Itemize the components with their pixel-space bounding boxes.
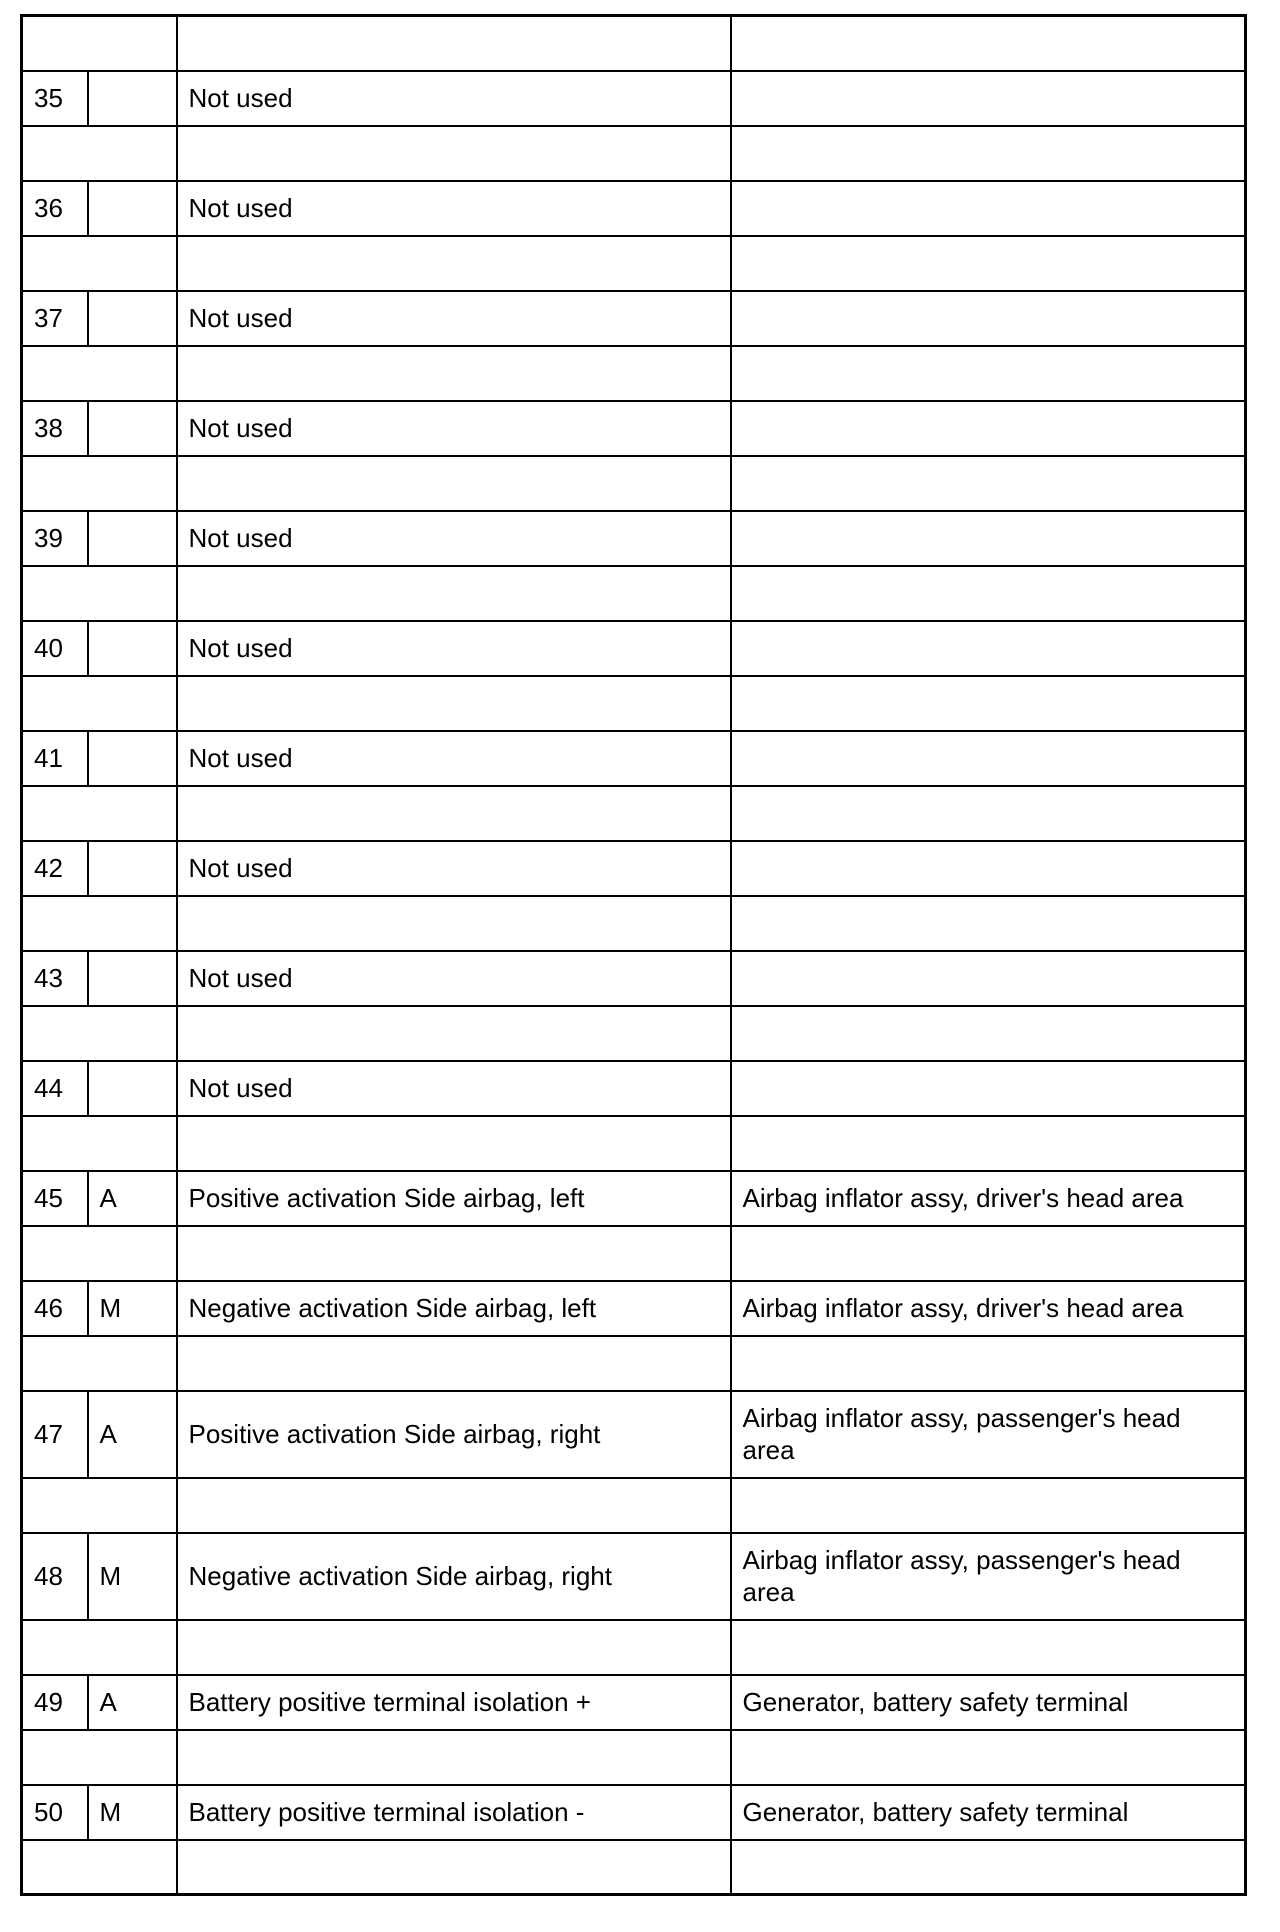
pin-connection-cell — [731, 951, 1246, 1006]
spacer-connection-cell — [731, 676, 1246, 731]
spacer-pin-cell — [22, 1116, 177, 1171]
pin-connection-cell: Airbag inflator assy, passenger's head area — [731, 1391, 1246, 1478]
pin-assignment-table — [20, 14, 1247, 1896]
table-header-row — [22, 16, 1246, 71]
spacer-description-cell — [177, 1620, 731, 1675]
pin-description-cell: Not used — [177, 731, 731, 786]
spacer-row — [22, 1840, 1246, 1895]
pin-type-cell — [88, 621, 177, 676]
pin-connection-cell — [731, 291, 1246, 346]
table-row — [22, 621, 1246, 676]
table-row — [22, 181, 1246, 236]
spacer-pin-cell — [22, 126, 177, 181]
spacer-pin-cell — [22, 1478, 177, 1533]
spacer-description-cell — [177, 566, 731, 621]
header-connection-cell — [731, 16, 1246, 71]
spacer-connection-cell — [731, 346, 1246, 401]
pin-description-cell: Positive activation Side airbag, right — [177, 1391, 731, 1478]
pin-type-cell: M — [88, 1785, 177, 1840]
pin-type-cell — [88, 951, 177, 1006]
pin-number-cell: 48 — [22, 1533, 88, 1620]
pin-connection-cell: Generator, battery safety terminal — [731, 1675, 1246, 1730]
pin-description-cell: Not used — [177, 511, 731, 566]
pin-number-cell: 47 — [22, 1391, 88, 1478]
pin-connection-cell — [731, 841, 1246, 896]
pin-description-cell: Not used — [177, 841, 731, 896]
pin-number-cell: 41 — [22, 731, 88, 786]
pin-number-cell: 42 — [22, 841, 88, 896]
spacer-pin-cell — [22, 1730, 177, 1785]
spacer-pin-cell — [22, 236, 177, 291]
table-row — [22, 1171, 1246, 1226]
spacer-pin-cell — [22, 786, 177, 841]
spacer-description-cell — [177, 786, 731, 841]
spacer-connection-cell — [731, 1620, 1246, 1675]
pin-connection-cell — [731, 71, 1246, 126]
spacer-row — [22, 1478, 1246, 1533]
table-row — [22, 1281, 1246, 1336]
spacer-description-cell — [177, 1478, 731, 1533]
table-row — [22, 841, 1246, 896]
pin-connection-cell: Airbag inflator assy, driver's head area — [731, 1171, 1246, 1226]
pin-connection-cell — [731, 401, 1246, 456]
spacer-description-cell — [177, 896, 731, 951]
table-row — [22, 1391, 1246, 1478]
table-row — [22, 1785, 1246, 1840]
pin-number-cell: 36 — [22, 181, 88, 236]
pin-connection-cell: Generator, battery safety terminal — [731, 1785, 1246, 1840]
spacer-description-cell — [177, 126, 731, 181]
pin-connection-cell: Airbag inflator assy, passenger's head area — [731, 1533, 1246, 1620]
spacer-description-cell — [177, 1116, 731, 1171]
spacer-connection-cell — [731, 1478, 1246, 1533]
pin-type-cell — [88, 511, 177, 566]
pin-description-cell: Not used — [177, 1061, 731, 1116]
header-pin-cell — [22, 16, 177, 71]
spacer-connection-cell — [731, 786, 1246, 841]
spacer-connection-cell — [731, 126, 1246, 181]
table-row — [22, 401, 1246, 456]
pin-type-cell: M — [88, 1533, 177, 1620]
pin-description-cell: Not used — [177, 71, 731, 126]
pin-description-cell: Not used — [177, 401, 731, 456]
spacer-pin-cell — [22, 896, 177, 951]
spacer-description-cell — [177, 676, 731, 731]
spacer-row — [22, 1620, 1246, 1675]
pin-type-cell — [88, 71, 177, 126]
pin-description-cell: Battery positive terminal isolation + — [177, 1675, 731, 1730]
pin-description-cell: Not used — [177, 621, 731, 676]
spacer-connection-cell — [731, 1226, 1246, 1281]
spacer-connection-cell — [731, 1116, 1246, 1171]
spacer-row — [22, 1730, 1246, 1785]
spacer-connection-cell — [731, 1840, 1246, 1895]
spacer-description-cell — [177, 1226, 731, 1281]
pin-number-cell: 40 — [22, 621, 88, 676]
spacer-description-cell — [177, 236, 731, 291]
pin-type-cell — [88, 731, 177, 786]
pin-number-cell: 38 — [22, 401, 88, 456]
spacer-connection-cell — [731, 896, 1246, 951]
pin-connection-cell — [731, 1061, 1246, 1116]
spacer-description-cell — [177, 346, 731, 401]
pin-type-cell — [88, 401, 177, 456]
table-row — [22, 291, 1246, 346]
pin-number-cell: 49 — [22, 1675, 88, 1730]
pin-type-cell: M — [88, 1281, 177, 1336]
pin-type-cell — [88, 841, 177, 896]
pin-type-cell: A — [88, 1171, 177, 1226]
spacer-description-cell — [177, 1730, 731, 1785]
pin-connection-cell — [731, 181, 1246, 236]
pin-type-cell: A — [88, 1675, 177, 1730]
pin-description-cell: Not used — [177, 951, 731, 1006]
pin-number-cell: 43 — [22, 951, 88, 1006]
header-description-cell — [177, 16, 731, 71]
spacer-description-cell — [177, 1006, 731, 1061]
pin-description-cell: Not used — [177, 181, 731, 236]
spacer-description-cell — [177, 1840, 731, 1895]
spacer-description-cell — [177, 1336, 731, 1391]
pin-connection-cell: Airbag inflator assy, driver's head area — [731, 1281, 1246, 1336]
spacer-row — [22, 126, 1246, 181]
pin-connection-cell — [731, 731, 1246, 786]
pin-connection-cell — [731, 621, 1246, 676]
pin-description-cell: Not used — [177, 291, 731, 346]
spacer-connection-cell — [731, 566, 1246, 621]
spacer-row — [22, 346, 1246, 401]
pin-type-cell — [88, 291, 177, 346]
table-row — [22, 71, 1246, 126]
table-row — [22, 1675, 1246, 1730]
spacer-row — [22, 1006, 1246, 1061]
spacer-pin-cell — [22, 1336, 177, 1391]
pin-description-cell: Battery positive terminal isolation - — [177, 1785, 731, 1840]
spacer-pin-cell — [22, 1840, 177, 1895]
spacer-row — [22, 566, 1246, 621]
pin-number-cell: 37 — [22, 291, 88, 346]
pin-number-cell: 39 — [22, 511, 88, 566]
pin-number-cell: 46 — [22, 1281, 88, 1336]
pin-type-cell: A — [88, 1391, 177, 1478]
pin-number-cell: 50 — [22, 1785, 88, 1840]
table-row — [22, 951, 1246, 1006]
table-row — [22, 1533, 1246, 1620]
pin-type-cell — [88, 181, 177, 236]
spacer-pin-cell — [22, 346, 177, 401]
spacer-row — [22, 676, 1246, 731]
pin-description-cell: Negative activation Side airbag, right — [177, 1533, 731, 1620]
pin-number-cell: 45 — [22, 1171, 88, 1226]
spacer-connection-cell — [731, 1730, 1246, 1785]
pin-type-cell — [88, 1061, 177, 1116]
table-row — [22, 731, 1246, 786]
spacer-description-cell — [177, 456, 731, 511]
pin-description-cell: Negative activation Side airbag, left — [177, 1281, 731, 1336]
pin-description-cell: Positive activation Side airbag, left — [177, 1171, 731, 1226]
spacer-pin-cell — [22, 1620, 177, 1675]
spacer-connection-cell — [731, 236, 1246, 291]
spacer-connection-cell — [731, 1336, 1246, 1391]
spacer-pin-cell — [22, 676, 177, 731]
spacer-pin-cell — [22, 1226, 177, 1281]
pin-connection-cell — [731, 511, 1246, 566]
pin-number-cell: 44 — [22, 1061, 88, 1116]
spacer-connection-cell — [731, 456, 1246, 511]
spacer-row — [22, 896, 1246, 951]
spacer-row — [22, 1336, 1246, 1391]
spacer-row — [22, 456, 1246, 511]
spacer-row — [22, 1226, 1246, 1281]
spacer-pin-cell — [22, 456, 177, 511]
spacer-row — [22, 1116, 1246, 1171]
spacer-pin-cell — [22, 566, 177, 621]
spacer-row — [22, 236, 1246, 291]
table-row — [22, 1061, 1246, 1116]
pin-table-body — [22, 16, 1246, 1895]
spacer-pin-cell — [22, 1006, 177, 1061]
spacer-row — [22, 786, 1246, 841]
pin-number-cell: 35 — [22, 71, 88, 126]
spacer-connection-cell — [731, 1006, 1246, 1061]
table-row — [22, 511, 1246, 566]
